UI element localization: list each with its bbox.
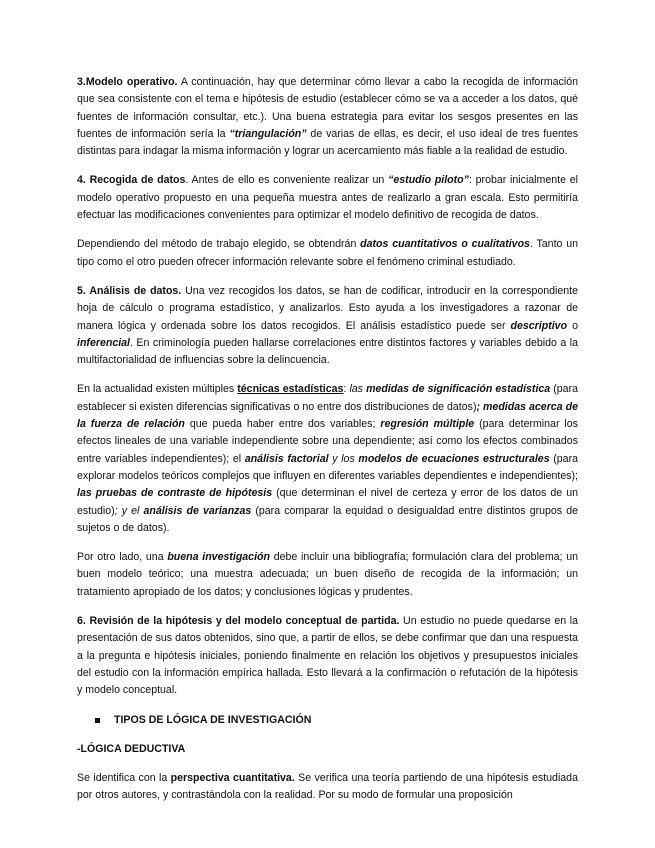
paragraph-analisis-datos: 5. Análisis de datos. Una vez recogidos los datos, se han de codificar, introducir en la correspondiente hoja de cálculo o programa estadístico, y analizarlos. Esto ayuda a los investigadores a razonar de manera lógica y ordenada sobre los datos recogidos. El análisis estadístico puede ser descriptivo o inferencial. En criminología pueden hallarse correlaciones entre distintos factores y variables debido a la multifactorialidad de influencias sobre la delincuencia. xyxy=(77,284,578,367)
paragraph-modelo-operativo: 3.Modelo operativo. A continuación, hay que determinar cómo llevar a cabo la recogida de información que sea consistente con el tema e hipótesis de estudio (establecer cómo se va a acceder a los datos, qué fuentes de información consultar, etc.). Una buena estrategia para evitar los sesgos presentes en las fuentes de información sería la “triangulación” de varias de ellas, es decir, el uso ideal de tres fuentes distintas para indagar la misma información y lograr un acercamiento más fiable a la realidad de estudio. xyxy=(77,76,578,158)
paragraph-tipos-datos: Dependiendo del método de trabajo elegido, se obtendrán datos cuantitativos o cualitativos. Tanto un tipo como el otro pueden ofrecer información relevante sobre el fenómeno criminal estudiado. xyxy=(77,238,579,268)
paragraph-logica-deductiva: Se identifica con la perspectiva cuantitativa. Se verifica una teoría partiendo de una hipótesis estudiada por otros autores, y contrastándola con la realidad. Por su modo de formular una proposición xyxy=(77,772,578,802)
bullet-square-icon xyxy=(95,718,100,723)
underlined-term: técnicas estadísticas xyxy=(237,383,344,396)
section-title: 5. Análisis de datos. xyxy=(77,284,182,297)
paragraph-tecnicas-estadisticas: En la actualidad existen múltiples técnicas estadísticas: las medidas de significación estadística (para establecer si existen diferencias significativas o no entre dos distribuciones de datos); medidas acerca de la fuerza de relación que pueda haber entre dos variables; regresión múltiple (para determinar los efectos lineales de una variable independiente sobre una dependiente; así como los efectos combinados entre variables independientes); el análisis factorial y los modelos de ecuaciones estructurales (para explorar modelos teóricos complejos que influyen en diferentes variables dependientes e independientes); las pruebas de contraste de hipótesis (que determinan el nivel de certeza y error de los datos de un estudio); y el análisis de varianzas (para comparar la equidad o desigualdad entre distintos grupos de sujetos o de datos). xyxy=(77,383,578,534)
section-title: 4. Recogida de datos xyxy=(77,174,186,187)
bullet-heading: TIPOS DE LÓGICA DE INVESTIGACIÓN xyxy=(77,712,578,729)
section-title: 6. Revisión de la hipótesis y del modelo conceptual de partida. xyxy=(77,615,400,628)
section-title: 3.Modelo operativo. xyxy=(77,76,178,88)
paragraph-buena-investigacion: Por otro lado, una buena investigación debe incluir una bibliografía; formulación clara del problema; un buen modelo teórico; una muestra adecuada; un buen diseño de recogida de la información; un tratamiento apropiado de los datos; y conclusiones lógicas y prudentes. xyxy=(77,551,578,598)
paragraph-revision-hipotesis: 6. Revisión de la hipótesis y del modelo conceptual de partida. Un estudio no puede quedarse en la presentación de sus datos obtenidos, sino que, a partir de ellos, se debe confirmar que dan una respuesta a la pregunta e hipótesis iniciales, poniendo finalmente en relación los objetivos y presupuestos iniciales del estudio con la información empírica hallada. Esto llevará a la confirmación o refutación de la hipótesis y modelo conceptual. xyxy=(77,615,578,697)
subheading-logica-deductiva: -LÓGICA DEDUCTIVA xyxy=(77,742,186,755)
paragraph-recogida-datos: 4. Recogida de datos. Antes de ello es conveniente realizar un “estudio piloto”: probar inicialmente el modelo operativo propuesto en una pequeña muestra antes de realizarlo a gran escala. Esto permitiría efectuar las modificaciones convenientes para optimizar el modelo definitivo de recogida de datos. xyxy=(77,174,578,222)
